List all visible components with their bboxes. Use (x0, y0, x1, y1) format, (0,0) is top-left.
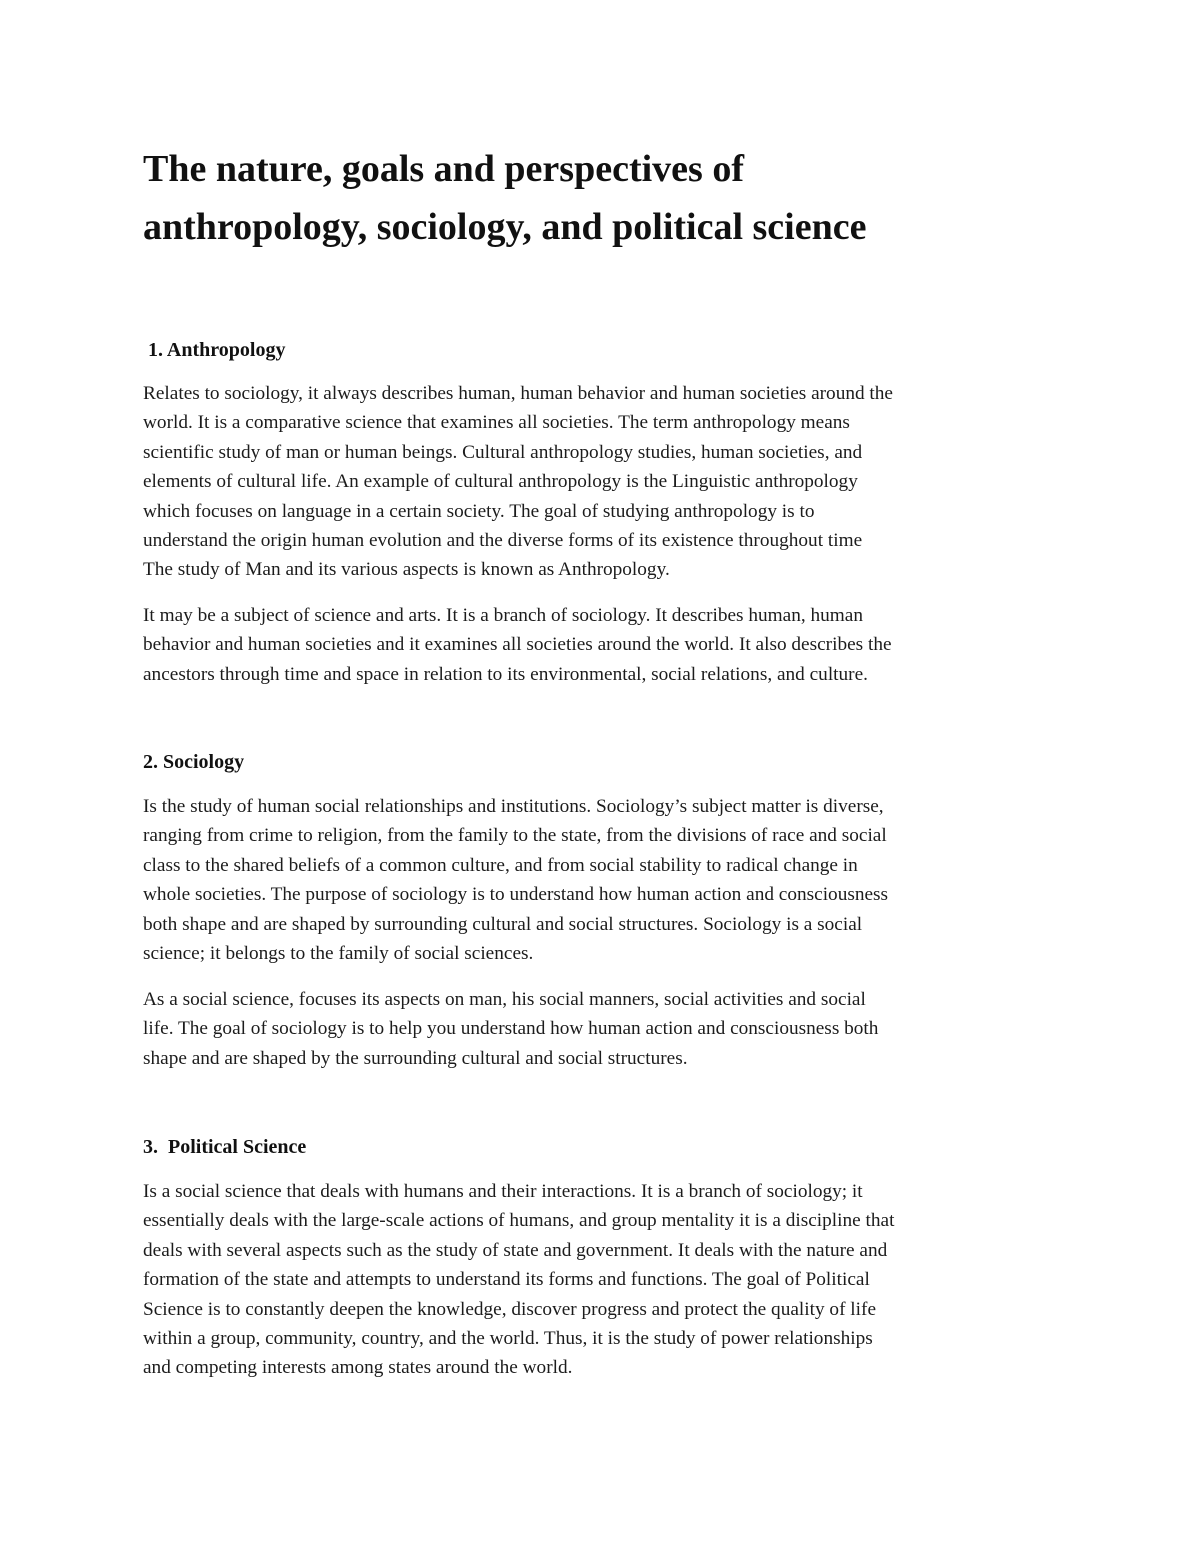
paragraph-political-science-1 (143, 1177, 1068, 1383)
paragraph-line: which focuses on language in a certain society. The goal of studying anthropology is to (143, 500, 815, 522)
paragraph-line: world. It is a comparative science that examines all societies. The term anthropology means (143, 412, 850, 434)
section-heading-political-science: 3. Political Science (143, 1136, 307, 1158)
paragraph-line: Is the study of human social relationships and institutions. Sociology’s subject matter is diverse, (143, 796, 884, 817)
paragraph-line: deals with several aspects such as the study of state and government. It deals with the nature and (143, 1239, 888, 1261)
paragraph-line: ancestors through time and space in relation to its environmental, social relations, and culture. (143, 663, 868, 685)
paragraph-line: class to the shared beliefs of a common culture, and from social stability to radical change in (143, 854, 858, 876)
paragraph-anthropology-2 (143, 601, 1068, 689)
paragraph-line: formation of the state and attempts to understand its forms and functions. The goal of Political (143, 1269, 870, 1291)
paragraph-line: whole societies. The purpose of sociology is to understand how human action and consciousness (143, 884, 889, 906)
paragraph-line: within a group, community, country, and the world. Thus, it is the study of power relationships (143, 1328, 873, 1350)
paragraph-line: As a social science, focuses its aspects on man, his social manners, social activities and social (143, 989, 866, 1010)
paragraph-line: both shape and are shaped by surrounding cultural and social structures. Sociology is a social (143, 913, 863, 935)
paragraph-sociology-2 (143, 985, 1068, 1073)
section-heading-anthropology: 1. Anthropology (143, 339, 286, 361)
paragraph-line: science; it belongs to the family of social sciences. (143, 943, 534, 965)
paragraph-anthropology-1 (143, 379, 1068, 585)
document-title (143, 140, 1103, 256)
paragraph-line: behavior and human societies and it examines all societies around the world. It also describes the (143, 634, 892, 656)
paragraph-line: essentially deals with the large-scale actions of humans, and group mentality it is a discipline that (143, 1210, 895, 1232)
title-line: anthropology, sociology, and political science (143, 206, 867, 248)
section-heading-sociology: 2. Sociology (143, 751, 245, 773)
paragraph-line: scientific study of man or human beings. Cultural anthropology studies, human societies, and (143, 441, 863, 463)
paragraph-line: Science is to constantly deepen the knowledge, discover progress and protect the quality of life (143, 1298, 876, 1320)
paragraph-line: ranging from crime to religion, from the family to the state, from the divisions of race and social (143, 825, 887, 847)
paragraph-line: life. The goal of sociology is to help you understand how human action and consciousness both (143, 1018, 879, 1040)
title-line: The nature, goals and perspectives of (143, 148, 744, 190)
paragraph-sociology-1 (143, 792, 1068, 968)
paragraph-line: It may be a subject of science and arts. It is a branch of sociology. It describes human, human (143, 605, 863, 626)
paragraph-line: understand the origin human evolution and the diverse forms of its existence throughout time (143, 530, 863, 552)
paragraph-line: Is a social science that deals with humans and their interactions. It is a branch of sociology; it (143, 1181, 863, 1202)
paragraph-line: and competing interests among states around the world. (143, 1357, 573, 1379)
paragraph-line: shape and are shaped by the surrounding cultural and social structures. (143, 1047, 688, 1069)
paragraph-line: elements of cultural life. An example of cultural anthropology is the Linguistic anthropology (143, 471, 858, 493)
paragraph-line: Relates to sociology, it always describes human, human behavior and human societies around the (143, 383, 893, 404)
paragraph-line: The study of Man and its various aspects is known as Anthropology. (143, 559, 670, 581)
